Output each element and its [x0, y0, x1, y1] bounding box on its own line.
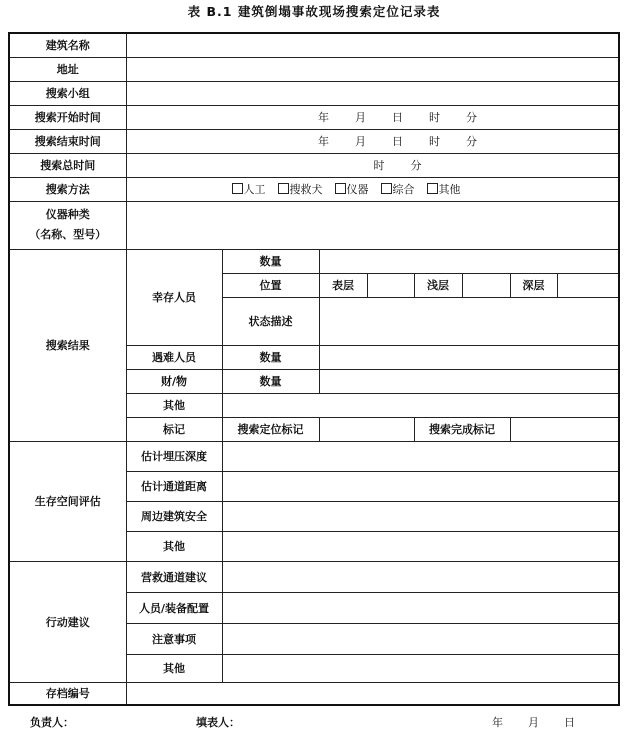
- total-time-field[interactable]: [126, 153, 619, 177]
- record-form: [8, 32, 620, 706]
- channel-distance-label: 估计通道距离: [126, 471, 222, 501]
- day-unit: 日: [392, 135, 403, 148]
- method-option-manual[interactable]: 人工: [232, 181, 266, 197]
- method-option-other[interactable]: 其他: [427, 181, 461, 197]
- year-unit: 年: [318, 135, 329, 148]
- shallow-label: 浅层: [414, 273, 462, 297]
- rescue-channel-field[interactable]: [222, 561, 619, 592]
- staffing-label: 人员/装备配置: [126, 592, 222, 623]
- victims-label: 遇难人员: [126, 345, 222, 369]
- address-label: 地址: [9, 57, 126, 81]
- method-option-dog[interactable]: 搜救犬: [278, 181, 323, 197]
- method-option-instrument[interactable]: 仪器: [335, 181, 369, 197]
- year-unit: 年: [318, 111, 329, 124]
- building-name-label: 建筑名称: [9, 33, 126, 57]
- surface-field[interactable]: [367, 273, 414, 297]
- victims-count-label: 数量: [222, 345, 319, 369]
- building-safety-field[interactable]: [222, 501, 619, 531]
- action-other-label: 其他: [126, 654, 222, 682]
- end-time-field[interactable]: [126, 129, 619, 153]
- trapped-count-label: 数量: [222, 249, 319, 273]
- locate-mark-field[interactable]: [319, 417, 414, 441]
- start-time-field[interactable]: [126, 105, 619, 129]
- action-label: 行动建议: [9, 561, 126, 682]
- total-time-label: 搜索总时间: [9, 153, 126, 177]
- staffing-field[interactable]: [222, 592, 619, 623]
- minute-unit: 分: [466, 111, 477, 124]
- hour-unit: 时: [373, 159, 385, 172]
- depth-label: 估计埋压深度: [126, 441, 222, 471]
- result-label: 搜索结果: [9, 249, 126, 441]
- deep-field[interactable]: [557, 273, 619, 297]
- minute-unit: 分: [466, 135, 477, 148]
- checkbox-icon[interactable]: [427, 183, 438, 194]
- survival-other-field[interactable]: [222, 531, 619, 561]
- rescue-channel-label: 营救通道建议: [126, 561, 222, 592]
- property-count-field[interactable]: [319, 369, 619, 393]
- method-option-combined[interactable]: 综合: [381, 181, 415, 197]
- filler-label: 填表人：: [196, 716, 240, 729]
- signature-line: [30, 712, 590, 732]
- instrument-type-label: 仪器种类 （名称、型号）: [9, 201, 126, 249]
- survival-label: 生存空间评估: [9, 441, 126, 561]
- trapped-label: 幸存人员: [126, 249, 222, 345]
- victims-count-field[interactable]: [319, 345, 619, 369]
- building-name-field[interactable]: [126, 33, 619, 57]
- building-safety-label: 周边建筑安全: [126, 501, 222, 531]
- complete-mark-field[interactable]: [510, 417, 619, 441]
- responsible-label: 负责人：: [30, 716, 74, 729]
- depth-field[interactable]: [222, 441, 619, 471]
- locate-mark-label: 搜索定位标记: [222, 417, 319, 441]
- search-team-field[interactable]: [126, 81, 619, 105]
- method-label: 搜索方法: [9, 177, 126, 201]
- day-unit: 日: [392, 111, 403, 124]
- hour-unit: 时: [429, 135, 440, 148]
- minute-unit: 分: [410, 159, 422, 172]
- checkbox-icon[interactable]: [232, 183, 243, 194]
- property-count-label: 数量: [222, 369, 319, 393]
- notes-field[interactable]: [222, 623, 619, 654]
- end-time-label: 搜索结束时间: [9, 129, 126, 153]
- method-options: [126, 177, 619, 201]
- archive-field[interactable]: [126, 682, 619, 705]
- archive-label: 存档编号: [9, 682, 126, 705]
- checkbox-icon[interactable]: [335, 183, 346, 194]
- survival-other-label: 其他: [126, 531, 222, 561]
- result-other-label: 其他: [126, 393, 222, 417]
- hour-unit: 时: [429, 111, 440, 124]
- shallow-field[interactable]: [462, 273, 510, 297]
- marking-label: 标记: [126, 417, 222, 441]
- action-other-field[interactable]: [222, 654, 619, 682]
- result-other-field[interactable]: [222, 393, 619, 417]
- checkbox-icon[interactable]: [278, 183, 289, 194]
- table-title: 表 B.1 建筑倒塌事故现场搜索定位记录表: [187, 4, 441, 19]
- month-unit: 月: [355, 111, 366, 124]
- notes-label: 注意事项: [126, 623, 222, 654]
- trapped-count-field[interactable]: [319, 249, 619, 273]
- footer-month: 月: [528, 716, 539, 729]
- surface-label: 表层: [319, 273, 367, 297]
- property-label: 财/物: [126, 369, 222, 393]
- deep-label: 深层: [510, 273, 557, 297]
- channel-distance-field[interactable]: [222, 471, 619, 501]
- checkbox-icon[interactable]: [381, 183, 392, 194]
- status-label: 状态描述: [222, 297, 319, 345]
- complete-mark-label: 搜索完成标记: [414, 417, 510, 441]
- month-unit: 月: [355, 135, 366, 148]
- start-time-label: 搜索开始时间: [9, 105, 126, 129]
- footer-day: 日: [564, 716, 575, 729]
- search-team-label: 搜索小组: [9, 81, 126, 105]
- footer-year: 年: [492, 716, 503, 729]
- position-label: 位置: [222, 273, 319, 297]
- status-field[interactable]: [319, 297, 619, 345]
- instrument-type-field[interactable]: [126, 201, 619, 249]
- address-field[interactable]: [126, 57, 619, 81]
